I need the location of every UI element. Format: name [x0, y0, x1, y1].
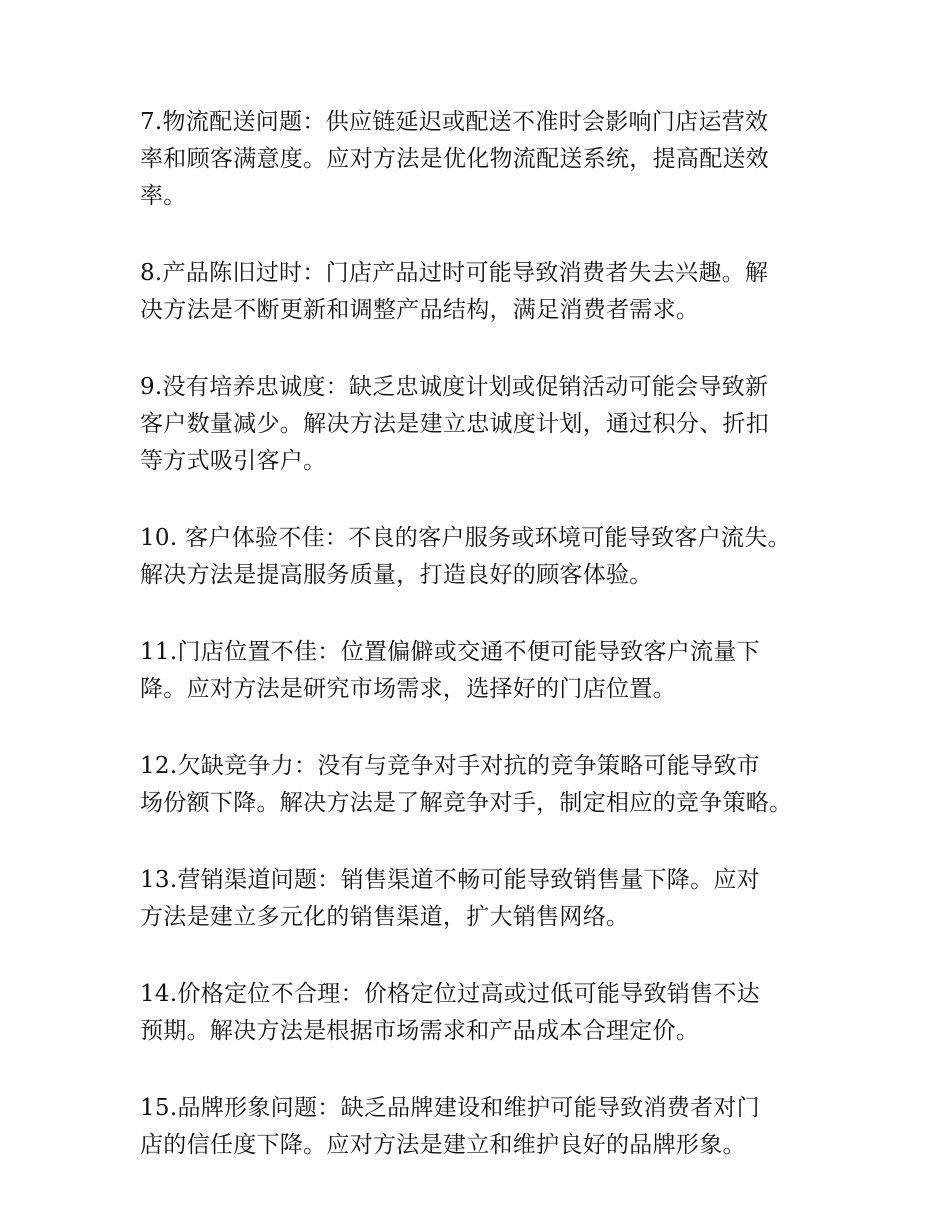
paragraph-item-12: 12.欠缺竞争力：没有与竞争对手对抗的竞争策略可能导致市 场份额下降。解决方法是了解竞争对手，制定相应的竞争策略。	[140, 753, 793, 816]
paragraph-item-7: 7.物流配送问题：供应链延迟或配送不准时会影响门店运营效 率和顾客满意度。应对方法是优化物流配送系统，提高配送效 率。	[140, 109, 770, 209]
paragraph-item-11: 11.门店位置不佳：位置偏僻或交通不便可能导致客户流量下 降。应对方法是研究市场需求，选择好的门店位置。	[140, 639, 760, 702]
paragraph-item-8: 8.产品陈旧过时：门店产品过时可能导致消费者失去兴趣。解 决方法是不断更新和调整产品结构，满足消费者需求。	[140, 260, 769, 323]
paragraph-item-9: 9.没有培养忠诚度：缺乏忠诚度计划或促销活动可能会导致新 客户数量减少。解决方法是建立忠诚度计划，通过积分、折扣 等方式吸引客户。	[140, 374, 770, 474]
paragraph-item-15: 15.品牌形象问题：缺乏品牌建设和维护可能导致消费者对门 店的信任度下降。应对方法是建立和维护良好的品牌形象。	[140, 1095, 760, 1158]
paragraph-item-13: 13.营销渠道问题：销售渠道不畅可能导致销售量下降。应对 方法是建立多元化的销售渠道，扩大销售网络。	[140, 867, 760, 930]
paragraph-item-14: 14.价格定位不合理：价格定位过高或过低可能导致销售不达 预期。解决方法是根据市场需求和产品成本合理定价。	[140, 981, 760, 1044]
paragraph-item-10: 10. 客户体验不佳：不良的客户服务或环境可能导致客户流失。 解决方法是提高服务质量，打造良好的顾客体验。	[140, 525, 791, 588]
